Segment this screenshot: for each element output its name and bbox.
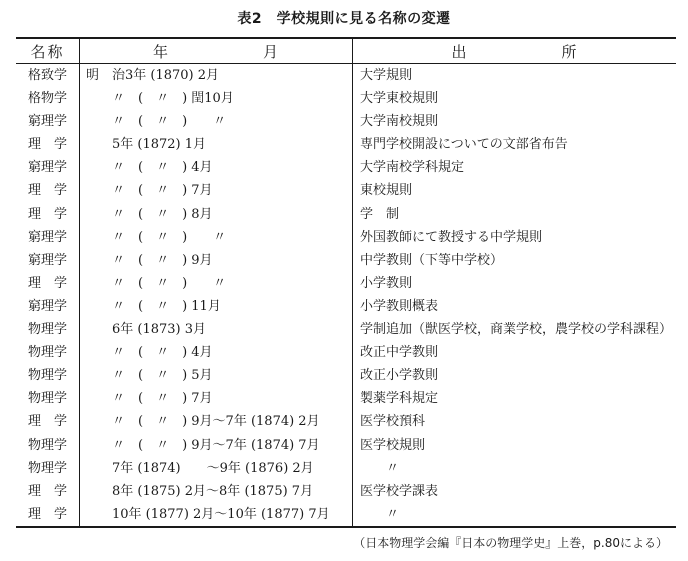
name-cell: 理 学 <box>27 137 67 153</box>
table-bottom-rule <box>16 526 676 528</box>
date-cell: 〃 ( 〃 ) 5月 <box>86 368 213 384</box>
table-row <box>16 410 676 433</box>
date-cell: 〃 ( 〃 ) 8月 <box>86 206 213 222</box>
name-cell: 格物学 <box>27 91 67 107</box>
header-name: 名称 <box>30 43 65 61</box>
source-cell: 医学校預科 <box>360 414 426 430</box>
date-cell: 〃 ( 〃 ) 7月 <box>86 183 213 199</box>
table-top-rule <box>16 37 676 39</box>
table-row <box>16 203 676 226</box>
name-cell: 理 学 <box>27 506 67 522</box>
source-note: （日本物理学会編『日本の物理学史』上巻，p.80による） <box>353 536 668 550</box>
name-cell: 理 学 <box>27 206 67 222</box>
source-cell: 中学教則（下等中学校） <box>360 252 504 268</box>
table-row <box>16 64 676 87</box>
date-cell: 5年 (1872) 1月 <box>86 137 207 153</box>
name-cell: 理 学 <box>27 183 67 199</box>
table-row <box>16 295 676 318</box>
date-cell: 〃 ( 〃 ) 9月～7年 (1874) 2月 <box>86 414 320 430</box>
table-row <box>16 480 676 503</box>
source-cell: 外国教師にて教授する中学規則 <box>360 229 543 245</box>
source-cell: 小学教則 <box>360 275 413 291</box>
source-cell: 学 制 <box>360 206 400 222</box>
name-cell: 窮理学 <box>27 160 67 176</box>
source-cell: 東校規則 <box>360 183 413 199</box>
name-cell: 理 学 <box>27 414 67 430</box>
header-date: 年 月 <box>152 43 318 61</box>
name-cell: 物理学 <box>27 322 67 338</box>
date-cell: 〃 ( 〃 ) 7月 <box>86 391 213 407</box>
name-cell: 物理学 <box>27 460 67 476</box>
table-row <box>16 133 676 156</box>
date-cell: 〃 ( 〃 ) 〃 <box>86 229 227 245</box>
date-cell: 〃 ( 〃 ) 4月 <box>86 345 213 361</box>
source-cell: 大学南校規則 <box>360 114 439 130</box>
date-cell: 明 治3年 (1870) 2月 <box>86 68 220 83</box>
table-row <box>16 341 676 364</box>
table-row <box>16 87 676 110</box>
date-cell: 〃 ( 〃 ) 9月 <box>86 252 213 268</box>
header-source: 出 所 <box>451 43 617 61</box>
source-cell: 大学規則 <box>360 68 413 83</box>
table-row <box>16 503 676 526</box>
source-cell: 大学東校規則 <box>360 91 439 107</box>
source-cell: 医学校規則 <box>360 437 426 453</box>
source-cell: 〃 <box>360 506 400 522</box>
table-row <box>16 387 676 410</box>
source-cell: 学制追加（獣医学校，商業学校，農学校の学科課程） <box>360 322 673 338</box>
name-cell: 窮理学 <box>27 229 67 245</box>
name-cell: 物理学 <box>27 391 67 407</box>
date-cell: 〃 ( 〃 ) 〃 <box>86 114 227 130</box>
table-caption: 表2 学校規則に見る名称の変遷 <box>237 11 451 27</box>
table-row <box>16 179 676 202</box>
table-row <box>16 318 676 341</box>
date-cell: 〃 ( 〃 ) 〃 <box>86 275 227 291</box>
table-row <box>16 272 676 295</box>
table-row <box>16 249 676 272</box>
date-cell: 6年 (1873) 3月 <box>86 322 207 338</box>
source-cell: 小学教則概表 <box>360 298 439 314</box>
name-cell: 物理学 <box>27 437 67 453</box>
table-row <box>16 110 676 133</box>
name-cell: 窮理学 <box>27 298 67 314</box>
table-row <box>16 457 676 480</box>
name-cell: 窮理学 <box>27 252 67 268</box>
date-cell: 7年 (1874) ～9年 (1876) 2月 <box>86 460 314 476</box>
source-cell: 改正中学教則 <box>360 345 439 361</box>
date-cell: 10年 (1877) 2月～10年 (1877) 7月 <box>86 506 330 522</box>
name-cell: 窮理学 <box>27 114 67 130</box>
date-cell: 〃 ( 〃 ) 閏10月 <box>86 91 234 107</box>
source-cell: 〃 <box>360 460 400 476</box>
table-row <box>16 364 676 387</box>
date-cell: 〃 ( 〃 ) 9月～7年 (1874) 7月 <box>86 437 320 453</box>
date-cell: 8年 (1875) 2月～8年 (1875) 7月 <box>86 483 314 499</box>
source-cell: 医学校学課表 <box>360 483 439 499</box>
table-row <box>16 156 676 179</box>
name-cell: 物理学 <box>27 345 67 361</box>
date-cell: 〃 ( 〃 ) 11月 <box>86 298 221 314</box>
table-row <box>16 434 676 457</box>
table-body <box>16 64 676 526</box>
name-cell: 理 学 <box>27 483 67 499</box>
source-cell: 専門学校開設についての文部省布告 <box>360 137 568 153</box>
table-row <box>16 226 676 249</box>
name-cell: 理 学 <box>27 275 67 291</box>
name-cell: 物理学 <box>27 368 67 384</box>
source-cell: 製薬学科規定 <box>360 391 439 407</box>
source-cell: 大学南校学科規定 <box>360 160 465 176</box>
name-cell: 格致学 <box>27 68 67 83</box>
source-cell: 改正小学教則 <box>360 368 439 384</box>
date-cell: 〃 ( 〃 ) 4月 <box>86 160 213 176</box>
